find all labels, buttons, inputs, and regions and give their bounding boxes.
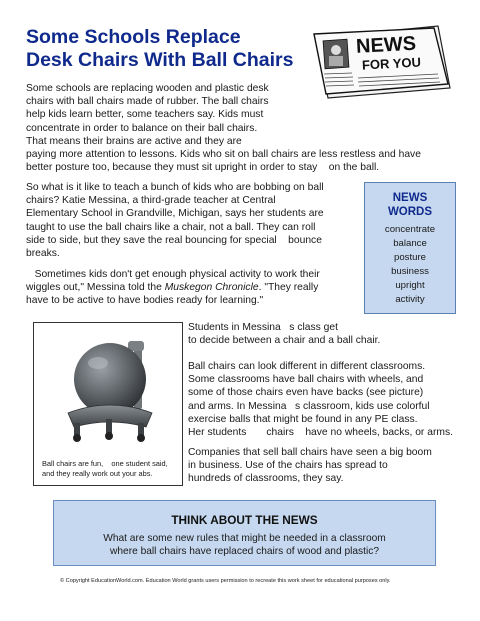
title-line-2: Desk Chairs With Ball Chairs (26, 49, 294, 71)
news-word: concentrate (384, 224, 436, 235)
logo-news-text: NEWS (355, 32, 417, 58)
think-about-the-news-box (53, 500, 436, 566)
think-question: What are some new rules that might be needed in a classroom where ball chairs have replaced chairs of wood and plastic? (103, 533, 386, 557)
news-words-title: NEWS WORDS (387, 192, 433, 218)
quote-paragraph (26, 268, 361, 308)
intro-paragraph (26, 82, 456, 174)
news-word: activity (395, 294, 425, 305)
logo-for-you-text: FOR YOU (361, 54, 422, 73)
para3-line (26, 281, 361, 294)
page-title (26, 26, 306, 72)
choice-paragraph: Students in Messina s class get to decide between a chair and a ball chair. (188, 322, 381, 347)
intro-line: That means their brains are active and they are (26, 135, 242, 147)
ball-chair-photo-box (33, 322, 183, 486)
classroom-paragraph: Ball chairs can look different in different classrooms. Some classrooms have ball chairs with wheels, and some of those chairs even have backs (see picture) and arms. In Messina s classroom, kids use colorful exercise balls that might be found in any PE class. Her students chairs have no wheels, backs, or arms. (188, 361, 453, 439)
intro-line: better posture too, because they must sit upright in order to stay on the ball. (26, 162, 380, 174)
para2-line: taught to use the ball chairs like a chair, not a ball. They can roll (26, 221, 316, 233)
news-words-box (364, 182, 456, 314)
title-line-1: Some Schools Replace (26, 26, 241, 48)
ball-chair-image (34, 323, 182, 453)
para2-line: chairs? Katie Messina, a third-grade teacher at Central (26, 195, 276, 207)
para2-line: So what is it like to teach a bunch of kids who are bobbing on ball (26, 182, 324, 193)
copyright-footer: © Copyright EducationWorld.com. Education World grants users permission to recreate this work sheet for educational purposes only. (60, 578, 391, 584)
intro-line: concentrate in order to balance on their ball chairs. (26, 122, 258, 134)
news-words-list (365, 223, 455, 307)
para2-line: breaks. (26, 248, 60, 260)
para2-line: side to side, but they save the real bouncing for special bounce (26, 234, 322, 246)
think-title: THINK ABOUT THE NEWS (171, 513, 318, 527)
photo-caption: Ball chairs are fun, one student said, and they really work out your abs. (42, 459, 168, 478)
intro-line: help kids learn better, some teachers say. Kids must (26, 109, 264, 121)
intro-line: chairs with ball chairs made of rubber. The ball chairs (26, 96, 269, 108)
newspaper-name: Muskegon Chronicle (164, 282, 259, 294)
news-word: posture (394, 252, 426, 263)
business-paragraph: Companies that sell ball chairs have seen a big boom in business. Use of the chairs has spread to hundreds of classrooms, they say. (188, 447, 432, 485)
para3-line: have to be active to have bodies ready for learning." (26, 295, 264, 307)
para2-line: Elementary School in Grandville, Michigan, says her students are (26, 208, 324, 220)
news-word: business (391, 266, 429, 277)
news-word: balance (393, 238, 427, 249)
intro-line: Some schools are replacing wooden and plastic desk (26, 83, 269, 94)
news-word: upright (395, 280, 425, 291)
teacher-paragraph (26, 181, 361, 260)
para3-text: . "They really (258, 282, 319, 294)
para3-line: Sometimes kids don't get enough physical activity to work their (26, 269, 320, 280)
intro-line: paying more attention to lessons. Kids who sit on ball chairs are less restless and have (26, 149, 421, 161)
para3-text: wiggles out," Messina told the (26, 282, 165, 294)
